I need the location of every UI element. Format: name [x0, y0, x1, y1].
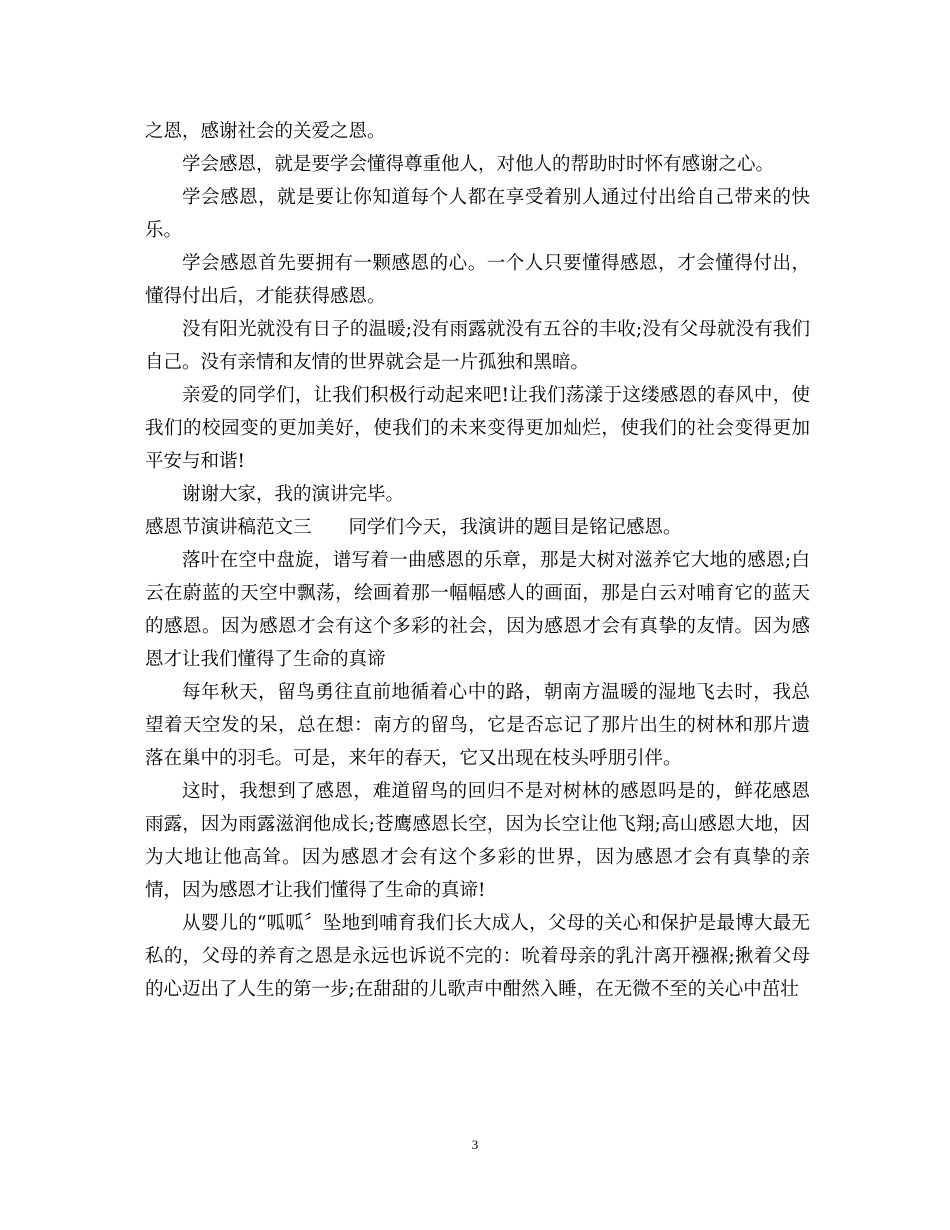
paragraph-4: 学会感恩首先要拥有一颗感恩的心。一个人只要懂得感恩，才会懂得付出，懂得付出后，才能获得感恩。	[145, 253, 810, 307]
paragraph-5: 没有阳光就没有日子的温暖;没有雨露就没有五谷的丰收;没有父母就没有我们自己。没有亲情和友情的世界就会是一片孤独和黑暗。	[145, 319, 810, 373]
paragraph-12: 从婴儿的“呱呱〞坠地到哺育我们长大成人，父母的关心和保护是最博大最无私的，父母的养育之恩是永远也诉说不完的：吮着母亲的乳汁离开襁褓;揪着父母的心迈出了人生的第一步;在甜甜的儿歌声中酣然入睡，在无微不至的关心中茁壮	[145, 913, 810, 1000]
paragraph-11: 这时，我想到了感恩，难道留鸟的回归不是对树林的感恩吗是的，鲜花感恩雨露，因为雨露滋润他成长;苍鹰感恩长空，因为长空让他飞翔;高山感恩大地，因为大地让他高耸。因为感恩才会有这个多彩的世界，因为感恩才会有真挚的亲情，因为感恩才让我们懂得了生命的真谛!	[145, 781, 810, 901]
paragraph-2: 学会感恩，就是要学会懂得尊重他人，对他人的帮助时时怀有感谢之心。	[182, 154, 775, 175]
paragraph-6: 亲爱的同学们，让我们积极行动起来吧!让我们荡漾于这缕感恩的春风中，使我们的校园变的更加美好，使我们的未来变得更加灿烂，使我们的社会变得更加平安与和谐!	[145, 385, 810, 472]
paragraph-10: 每年秋天，留鸟勇往直前地循着心中的路，朝南方温暖的湿地飞去时，我总望着天空发的呆，总在想：南方的留鸟，它是否忘记了那片出生的树林和那片遗落在巢中的羽毛。可是，来年的春天，它又出现在枝头呼朋引伴。	[145, 682, 810, 769]
document-body	[145, 115, 810, 1006]
paragraph-9: 落叶在空中盘旋，谱写着一曲感恩的乐章，那是大树对滋养它大地的感恩;白云在蔚蓝的天空中飘荡，绘画着那一幅幅感人的画面，那是白云对哺育它的蓝天的感恩。因为感恩才会有这个多彩的社会，因为感恩才会有真挚的友情。因为感恩才让我们懂得了生命的真谛	[145, 550, 810, 670]
paragraph-3: 学会感恩，就是要让你知道每个人都在享受着别人通过付出给自己带来的快乐。	[145, 187, 810, 241]
paragraph-7: 谢谢大家，我的演讲完毕。	[182, 484, 405, 505]
page-number: 3	[471, 1137, 479, 1152]
section-heading: 感恩节演讲稿范文三 同学们今天，我演讲的题目是铭记感恩。	[145, 517, 682, 538]
paragraph-1: 之恩，感谢社会的关爱之恩。	[145, 121, 386, 142]
